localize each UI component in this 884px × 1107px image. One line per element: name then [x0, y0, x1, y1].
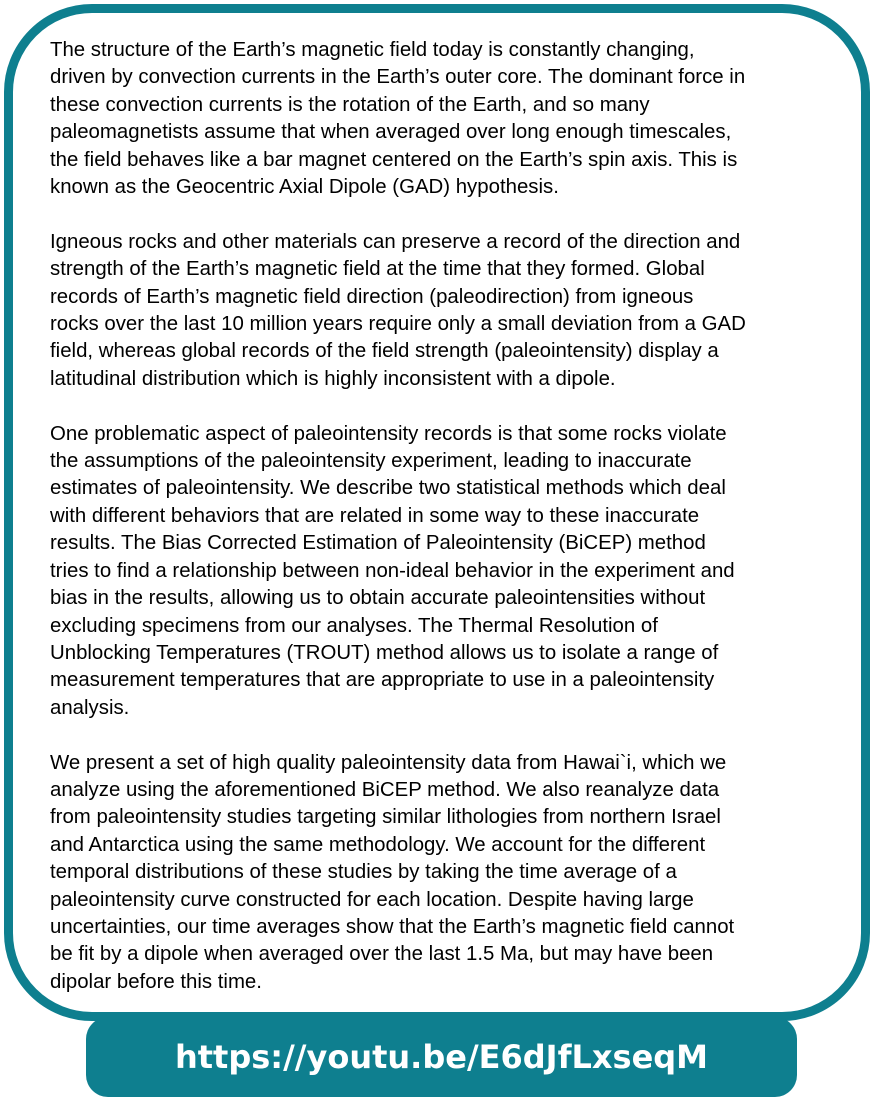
abstract-text: [50, 37, 850, 996]
video-link[interactable]: https://youtu.be/E6dJfLxseqM: [86, 1017, 797, 1097]
abstract-paragraph-2: Igneous rocks and other materials can preserve a record of the direction and strength of the Earth’s magnetic field at the time that they formed. Global records of Earth’s magnetic field direction (paleodirection) from igneous rocks over the last 10 million years require only a small deviation from a GAD field, whereas global records of the field strength (paleointensity) display a latitudinal distribution which is highly inconsistent with a dipole.: [50, 230, 746, 390]
abstract-paragraph-1: The structure of the Earth’s magnetic field today is constantly changing, driven by convection currents in the Earth’s outer core. The dominant force in these convection currents is the rotation of the Earth, and so many paleomagnetists assume that when averaged over long enough timescales, the field behaves like a bar magnet centered on the Earth’s spin axis. This is known as the Geocentric Axial Dipole (GAD) hypothesis.: [50, 39, 746, 199]
abstract-paragraph-4: We present a set of high quality paleointensity data from Hawai`i, which we analyze using the aforementioned BiCEP method. We also reanalyze data from paleointensity studies targeting similar lithologies from northern Israel and Antarctica using the same methodology. We account for the different temporal distributions of these studies by taking the time average of a paleointensity curve constructed for each location. Despite having large uncertainties, our time averages show that the Earth’s magnetic field cannot be fit by a dipole when averaged over the last 1.5 Ma, but may have been dipolar before this time.: [50, 751, 735, 993]
abstract-paragraph-3: One problematic aspect of paleointensity records is that some rocks violate the assumptions of the paleointensity experiment, leading to inaccurate estimates of paleointensity. We describe two statistical methods which deal with different behaviors that are related in some way to these inaccurate results. The Bias Corrected Estimation of Paleointensity (BiCEP) method tries to find a relationship between non-ideal behavior in the experiment and bias in the results, allowing us to obtain accurate paleointensities without excluding specimens from our analyses. The Thermal Resolution of Unblocking Temperatures (TROUT) method allows us to isolate a range of measurement temperatures that are appropriate to use in a paleointensity analysis.: [50, 422, 735, 719]
